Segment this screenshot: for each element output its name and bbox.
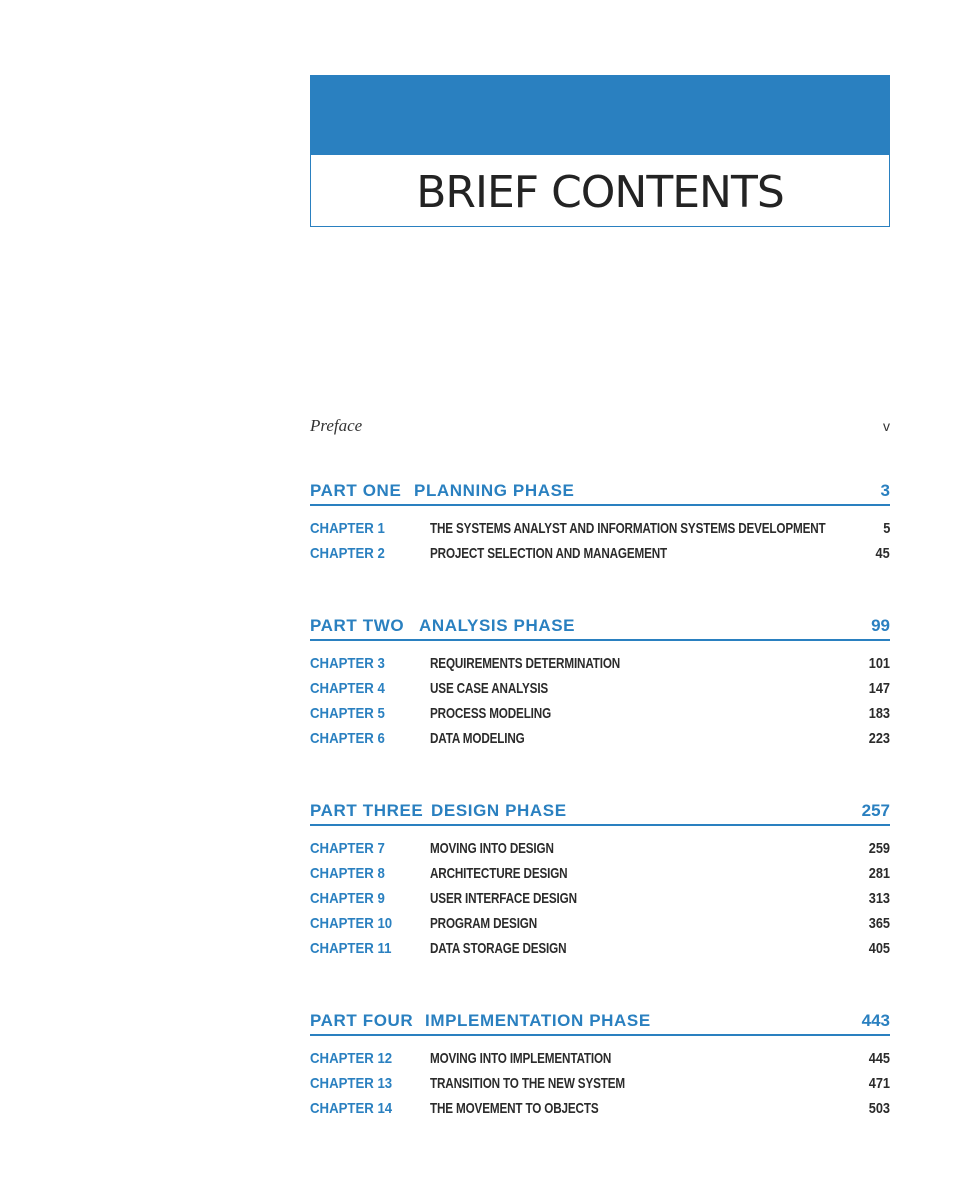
chapter-page-number: 281: [868, 865, 890, 882]
chapter-entry: [310, 938, 890, 963]
header-color-bar: [310, 75, 890, 155]
chapter-title: USER INTERFACE DESIGN: [430, 890, 577, 907]
part-title: PLANNING PHASE: [414, 481, 575, 500]
chapter-page-number: 101: [868, 655, 890, 672]
part-label: PART FOUR: [310, 1011, 414, 1030]
chapter-entry: [310, 543, 890, 568]
chapter-page-number: 5: [882, 520, 890, 537]
part-page-number: 99: [871, 616, 890, 635]
part-label: PART ONE: [310, 481, 402, 500]
title-box: [310, 155, 890, 227]
chapter-label: CHAPTER 14: [310, 1100, 393, 1117]
chapter-label: CHAPTER 4: [310, 680, 385, 697]
chapter-entry: [310, 653, 890, 678]
chapter-page-number: 45: [875, 545, 890, 562]
part-header: [310, 1010, 890, 1036]
chapter-list: [310, 1048, 890, 1123]
chapter-title: PROCESS MODELING: [430, 705, 552, 722]
chapter-title: THE MOVEMENT TO OBJECTS: [430, 1100, 599, 1117]
chapter-page-number: 503: [868, 1100, 890, 1117]
part-label: PART THREE: [310, 801, 424, 820]
part-page-number: 257: [861, 801, 890, 820]
chapter-entry: [310, 838, 890, 863]
chapter-entry: [310, 1048, 890, 1073]
chapter-entry: [310, 863, 890, 888]
chapter-title: THE SYSTEMS ANALYST AND INFORMATION SYSTEMS DEVELOPMENT: [430, 520, 826, 537]
chapter-label: CHAPTER 6: [310, 730, 385, 747]
chapter-label: CHAPTER 9: [310, 890, 385, 907]
page-title: BRIEF CONTENTS: [416, 167, 784, 218]
chapter-entry: [310, 1098, 890, 1123]
chapter-title: PROGRAM DESIGN: [430, 915, 538, 932]
chapter-label: CHAPTER 10: [310, 915, 393, 932]
chapter-label: CHAPTER 13: [310, 1075, 393, 1092]
chapter-entry: [310, 913, 890, 938]
preface-page-number: v: [883, 418, 890, 434]
part-header: [310, 800, 890, 826]
part-title: IMPLEMENTATION PHASE: [425, 1011, 651, 1030]
part-page-number: 443: [861, 1011, 890, 1030]
chapter-page-number: 405: [868, 940, 890, 957]
preface-entry: [310, 416, 890, 440]
chapter-page-number: 313: [868, 890, 890, 907]
part-four: [310, 1010, 890, 1123]
part-two: [310, 615, 890, 753]
chapter-list: [310, 653, 890, 753]
chapter-label: CHAPTER 5: [310, 705, 385, 722]
chapter-label: CHAPTER 11: [310, 940, 392, 957]
part-page-number: 3: [880, 481, 890, 500]
chapter-title: MOVING INTO DESIGN: [430, 840, 554, 857]
chapter-entry: [310, 518, 890, 543]
chapter-list: [310, 518, 890, 568]
chapter-label: CHAPTER 8: [310, 865, 385, 882]
chapter-label: CHAPTER 3: [310, 655, 385, 672]
chapter-page-number: 183: [868, 705, 890, 722]
chapter-entry: [310, 703, 890, 728]
chapter-page-number: 259: [868, 840, 890, 857]
part-header: [310, 615, 890, 641]
chapter-title: ARCHITECTURE DESIGN: [430, 865, 568, 882]
part-three: [310, 800, 890, 963]
chapter-label: CHAPTER 7: [310, 840, 385, 857]
chapter-entry: [310, 728, 890, 753]
part-label: PART TWO: [310, 616, 405, 635]
chapter-title: MOVING INTO IMPLEMENTATION: [430, 1050, 612, 1067]
chapter-title: REQUIREMENTS DETERMINATION: [430, 655, 621, 672]
preface-label: Preface: [310, 416, 363, 435]
chapter-title: TRANSITION TO THE NEW SYSTEM: [430, 1075, 625, 1092]
chapter-label: CHAPTER 1: [310, 520, 385, 537]
part-header: [310, 480, 890, 506]
chapter-page-number: 365: [868, 915, 890, 932]
chapter-page-number: 445: [868, 1050, 890, 1067]
part-one: [310, 480, 890, 568]
chapter-title: DATA MODELING: [430, 730, 525, 747]
chapter-list: [310, 838, 890, 963]
chapter-page-number: 471: [868, 1075, 890, 1092]
chapter-title: DATA STORAGE DESIGN: [430, 940, 567, 957]
chapter-title: USE CASE ANALYSIS: [430, 680, 549, 697]
chapter-page-number: 147: [868, 680, 890, 697]
chapter-page-number: 223: [868, 730, 890, 747]
chapter-entry: [310, 678, 890, 703]
chapter-entry: [310, 1073, 890, 1098]
chapter-entry: [310, 888, 890, 913]
chapter-label: CHAPTER 2: [310, 545, 385, 562]
part-title: ANALYSIS PHASE: [419, 616, 576, 635]
part-title: DESIGN PHASE: [431, 801, 567, 820]
chapter-label: CHAPTER 12: [310, 1050, 393, 1067]
chapter-title: PROJECT SELECTION AND MANAGEMENT: [430, 545, 668, 562]
